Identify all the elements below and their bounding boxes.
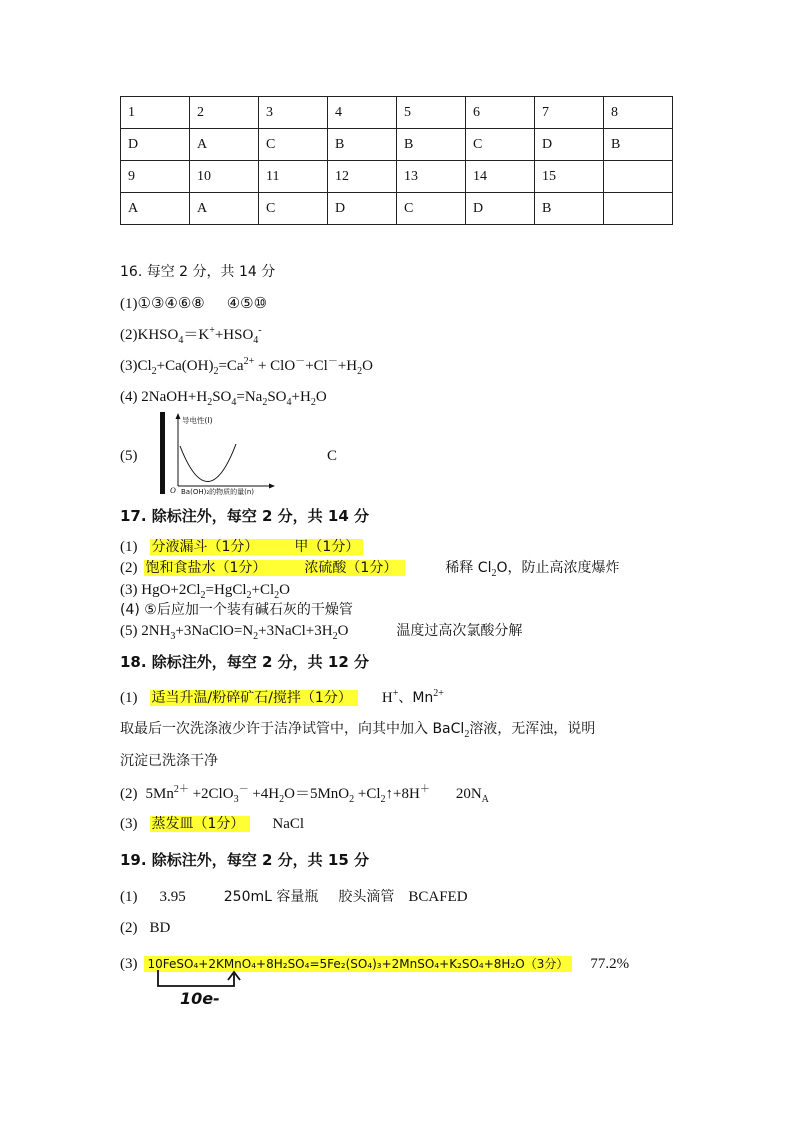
graph-y-arrow <box>176 413 181 419</box>
table-cell: 12 <box>328 161 397 193</box>
q18-part1-wash-line1: 取最后一次洗涤液少许于洁净试管中，向其中加入 BaCl$_2$溶液，无浑浊，说明 <box>120 721 596 740</box>
table-cell: 4 <box>328 97 397 129</box>
table-row <box>121 129 673 161</box>
table-cell: B <box>535 193 604 225</box>
q19-header: 19. 除标注外，每空 2 分，共 15 分 <box>120 851 369 869</box>
table-cell: D <box>466 193 535 225</box>
q16-part3: $(3)Cl_2+Ca(OH)_2=Ca^{2+} + ClO^-+Cl^-+H_2O$ <box>120 356 373 377</box>
q16-part1: (1)①③④⑥⑧ ④⑤⑩ <box>120 296 268 312</box>
q18-part1: (1) 适当升温/粉碎矿石/搅拌（1分） H+、$Mn^{2+}$ <box>120 688 444 706</box>
transfer-bracket <box>158 970 234 986</box>
table-cell: A <box>190 129 259 161</box>
answer-table <box>120 96 673 225</box>
q17-part3: (3) $HgO+2Cl_2=HgCl_2+Cl_2O$ <box>120 582 290 601</box>
table-cell: 7 <box>535 97 604 129</box>
graph-origin: O <box>170 486 176 495</box>
graph-curve <box>180 444 236 482</box>
table-row <box>121 193 673 225</box>
electron-transfer-annotation <box>148 968 258 1008</box>
table-cell: C <box>259 129 328 161</box>
table-cell: D <box>328 193 397 225</box>
table-cell: 6 <box>466 97 535 129</box>
graph-ylabel: 导电性(I) <box>182 416 213 425</box>
table-cell: C <box>397 193 466 225</box>
q19-part1: (1) 3.95 250mL 容量瓶 胶头滴管 BCAFED <box>120 889 468 905</box>
table-cell: A <box>121 193 190 225</box>
table-cell: A <box>190 193 259 225</box>
q16-part5-label: (5) <box>120 448 138 464</box>
table-cell <box>604 193 673 225</box>
handwritten-electrons: 10e- <box>180 989 220 1008</box>
graph-x-arrow <box>269 484 275 489</box>
table-cell: D <box>121 129 190 161</box>
table-cell: B <box>328 129 397 161</box>
q16-header: 16. 每空 2 分，共 14 分 <box>120 264 276 280</box>
table-cell: 3 <box>259 97 328 129</box>
q17-part1: (1) 分液漏斗（1分） 甲（1分） <box>120 537 363 557</box>
q17-header: 17. 除标注外，每空 2 分，共 14 分 <box>120 507 369 525</box>
q19-part3: (3) 10FeSO₄+2KMnO₄+8H₂SO₄=5Fe₂(SO₄)₃+2MnSO₄+K₂SO₄+8H₂O（3分） 77.2% <box>120 956 630 972</box>
table-cell: C <box>466 129 535 161</box>
table-cell: B <box>397 129 466 161</box>
table-cell: 14 <box>466 161 535 193</box>
table-cell: D <box>535 129 604 161</box>
q17-part5: (5) $2NH_3+3NaClO=N_2+3NaCl+3H_2O$ 温度过高次氯酸分解 <box>120 623 523 642</box>
q18-part2: (2) $5Mn^{2+} +2ClO_3^- +4H_2O=5MnO_2$ $+Cl_2↑+8H^+$ $20N_A$ <box>120 784 489 805</box>
table-cell: 10 <box>190 161 259 193</box>
q17-part4: (4) ⑤后应加一个装有碱石灰的干燥管 <box>120 602 353 618</box>
q19-part2: (2) BD <box>120 920 171 936</box>
q16-part5-answer: C <box>327 448 338 464</box>
q16-part2: $(2)KHSO_4=K^++HSO_4^-$ <box>120 325 262 346</box>
table-cell: 11 <box>259 161 328 193</box>
table-cell <box>604 161 673 193</box>
table-cell: 1 <box>121 97 190 129</box>
table-row <box>121 161 673 193</box>
q17-part2: (2) 饱和食盐水（1分） 浓硫酸（1分） 稀释 $Cl_2O$，防止高浓度爆炸 <box>120 560 620 579</box>
table-cell: 9 <box>121 161 190 193</box>
table-row <box>121 97 673 129</box>
table-cell: 8 <box>604 97 673 129</box>
q16-part4: (4) $2NaOH+H_2SO_4=Na_2SO_4+H_2O$ <box>120 389 327 408</box>
table-cell: 2 <box>190 97 259 129</box>
graph-left-bar <box>160 412 165 494</box>
q19-equation: 10FeSO₄+2KMnO₄+8H₂SO₄=5Fe₂(SO₄)₃+2MnSO₄+K₂SO₄+8H₂O（3分） <box>144 956 573 972</box>
table-cell: C <box>259 193 328 225</box>
table-cell: 5 <box>397 97 466 129</box>
table-cell: 13 <box>397 161 466 193</box>
conductivity-graph <box>158 410 278 496</box>
graph-xlabel: Ba(OH)₂的物质的量(n) <box>181 488 255 496</box>
table-cell: B <box>604 129 673 161</box>
q18-header: 18. 除标注外，每空 2 分，共 12 分 <box>120 653 369 671</box>
q18-part3: (3) 蒸发皿（1分） NaCl <box>120 816 305 832</box>
q18-part1-wash-line2: 沉淀已洗涤干净 <box>120 753 218 769</box>
table-cell: 15 <box>535 161 604 193</box>
